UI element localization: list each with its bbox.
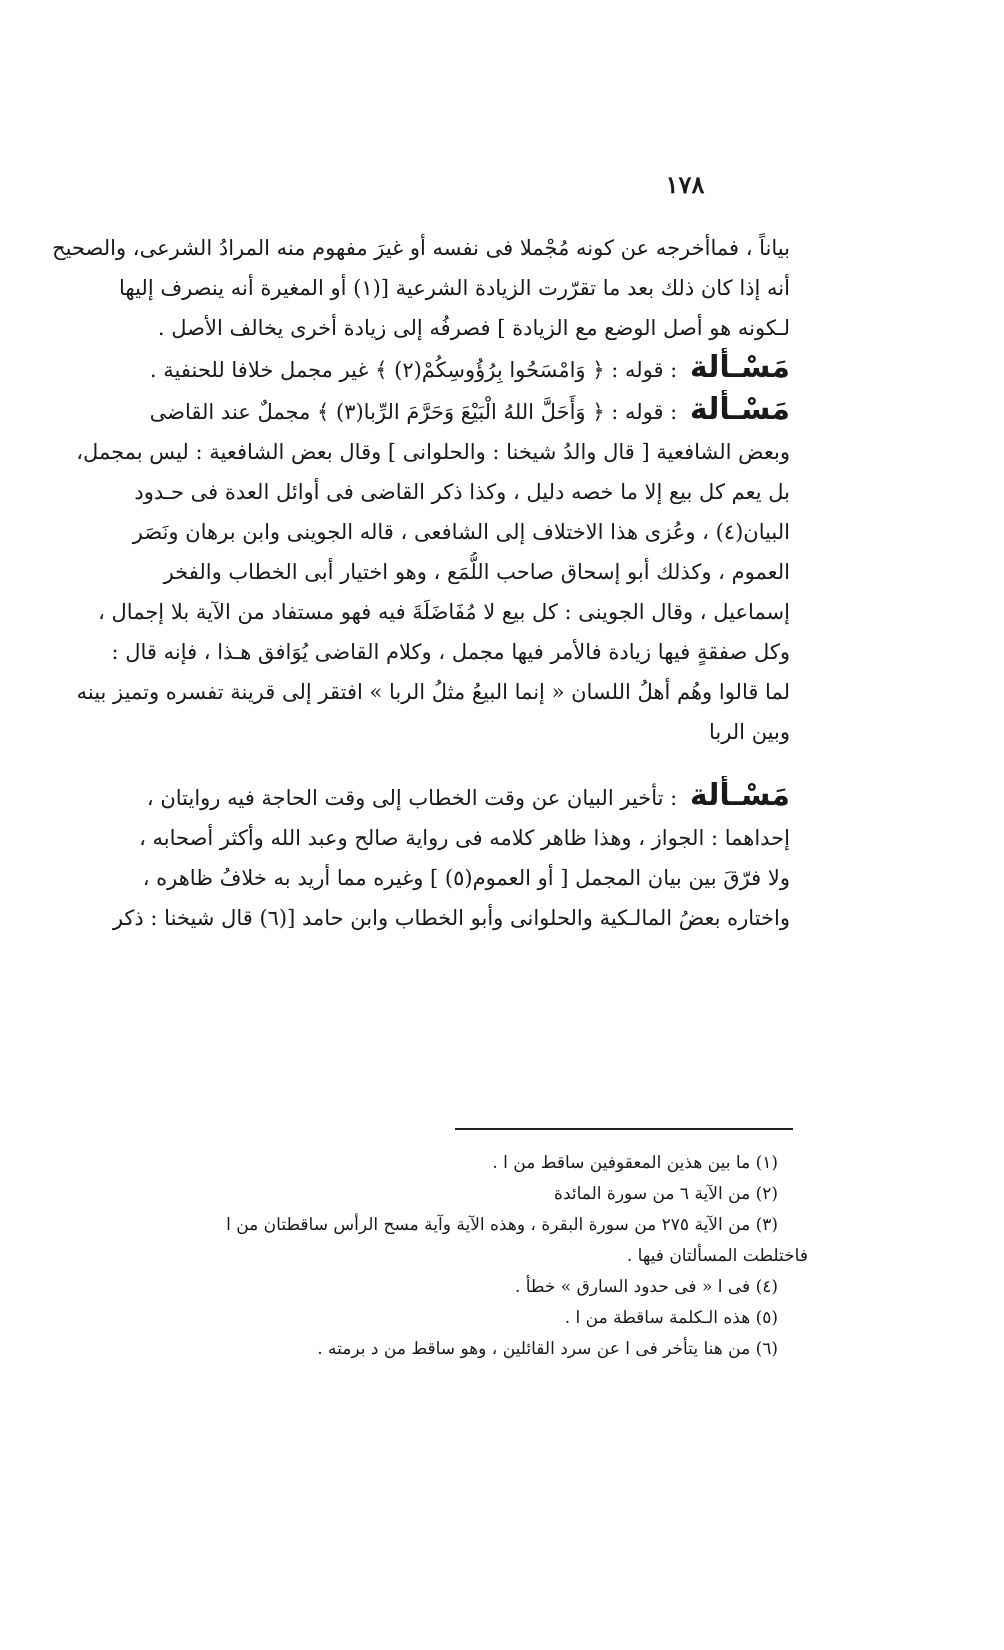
text-line: بياناً ، فماأخرجه عن كونه مُجْملا فى نفسه أو غيرَ مفهوم منه المرادُ الشرعى، والصحيح: [52, 236, 790, 260]
footnote-separator: [455, 1128, 793, 1130]
text-line: لما قالوا وهُم أهلُ اللسان « إنما البيعُ مثلُ الربا » افتقر إلى قرينة تفسره وتميز بينه: [76, 680, 790, 704]
text-line: ولا فرّقَ بين بيان المجمل [ أو العموم(٥) ] وغيره مما أريد به خلافُ ظاهره ،: [142, 866, 790, 890]
footnote: (٢) من الآية ٦ من سورة المائدة: [554, 1184, 778, 1204]
masala-heading: مَسْـأَلة: [689, 350, 790, 385]
footnote: (٣) من الآية ٢٧٥ من سورة البقرة ، وهذه الآية وآية مسح الرأس ساقطتان من ا: [226, 1215, 778, 1235]
text-line: البيان(٤) ، وعُزى هذا الاختلاف إلى الشافعى ، قاله الجوينى وابن برهان ونَصَر: [132, 520, 790, 544]
text-line: واختاره بعضُ المالـكية والحلوانى وأبو الخطاب وابن حامد [(٦) قال شيخنا : ذكر: [112, 906, 790, 930]
masala-2-text: : قوله : ﴿ وَأَحَلَّ اللهُ الْبَيْعَ وَحَرَّمَ الرِّبا(٣) ﴾ مجملٌ عند القاضى: [149, 400, 684, 424]
text-line: بل يعم كل بيع إلا ما خصه دليل ، وكذا ذكر القاضى فى أوائل العدة فى حـدود: [134, 480, 790, 504]
masala-1-text: : قوله : ﴿ وَامْسَحُوا بِرُؤُوسِكُمْ(٢) ﴾ غير مجمل خلافا للحنفية .: [149, 358, 684, 382]
masala-1: [38, 348, 790, 390]
text-line: وبين الربا: [708, 720, 790, 744]
footnote: (٤) فى ا « فى حدود السارق » خطأ .: [514, 1277, 778, 1297]
text-line: إسماعيل ، وقال الجوينى : كل بيع لا مُفَاضَلَةَ فيه فهو مستفاد من الآية بلا إجمال ،: [98, 600, 790, 624]
text-line: أنه إذا كان ذلك بعد ما تقرّرت الزيادة الشرعية [(١) أو المغيرة أنه ينصرف إليها: [119, 276, 790, 300]
footnotes: [78, 1148, 808, 1365]
footnote-continuation: فاختلطت المسألتان فيها .: [626, 1246, 808, 1266]
footnote: (٥) هذه الـكلمة ساقطة من ا .: [564, 1308, 778, 1328]
text-line: إحداهما : الجواز ، وهذا ظاهر كلامه فى رواية صالح وعبد الله وأكثر أصحابه ،: [139, 826, 790, 850]
text-line: وكل صفقةٍ فيها زيادة فالأمر فيها مجمل ، وكلام القاضى يُوَافق هـذا ، فإنه قال :: [111, 640, 790, 664]
main-text: [38, 228, 790, 938]
masala-3: [38, 776, 790, 818]
text-line: وبعض الشافعية [ قال والدُ شيخنا : والحلوانى ] وقال بعض الشافعية : ليس بمجمل،: [76, 440, 790, 464]
footnote: (١) ما بين هذين المعقوفين ساقط من ا .: [492, 1153, 778, 1173]
text-line: لـكونه هو أصل الوضع مع الزيادة ] فصرفُه إلى زيادة أخرى يخالف الأصل .: [157, 316, 790, 340]
masala-heading: مَسْـأَلة: [689, 392, 790, 427]
footnote: (٦) من هنا يتأخر فى ا عن سرد القائلين ، وهو ساقط من د برمته .: [317, 1339, 778, 1359]
masala-3-text: : تأخير البيان عن وقت الخطاب إلى وقت الحاجة فيه روايتان ،: [146, 786, 684, 810]
page-number: ١٧٨: [665, 170, 705, 199]
masala-2: [38, 390, 790, 432]
text-line: العموم ، وكذلك أبو إسحاق صاحب اللُّمَع ، وهو اختيار أبى الخطاب والفخر: [163, 560, 790, 584]
masala-heading: مَسْـأَلة: [689, 778, 790, 813]
